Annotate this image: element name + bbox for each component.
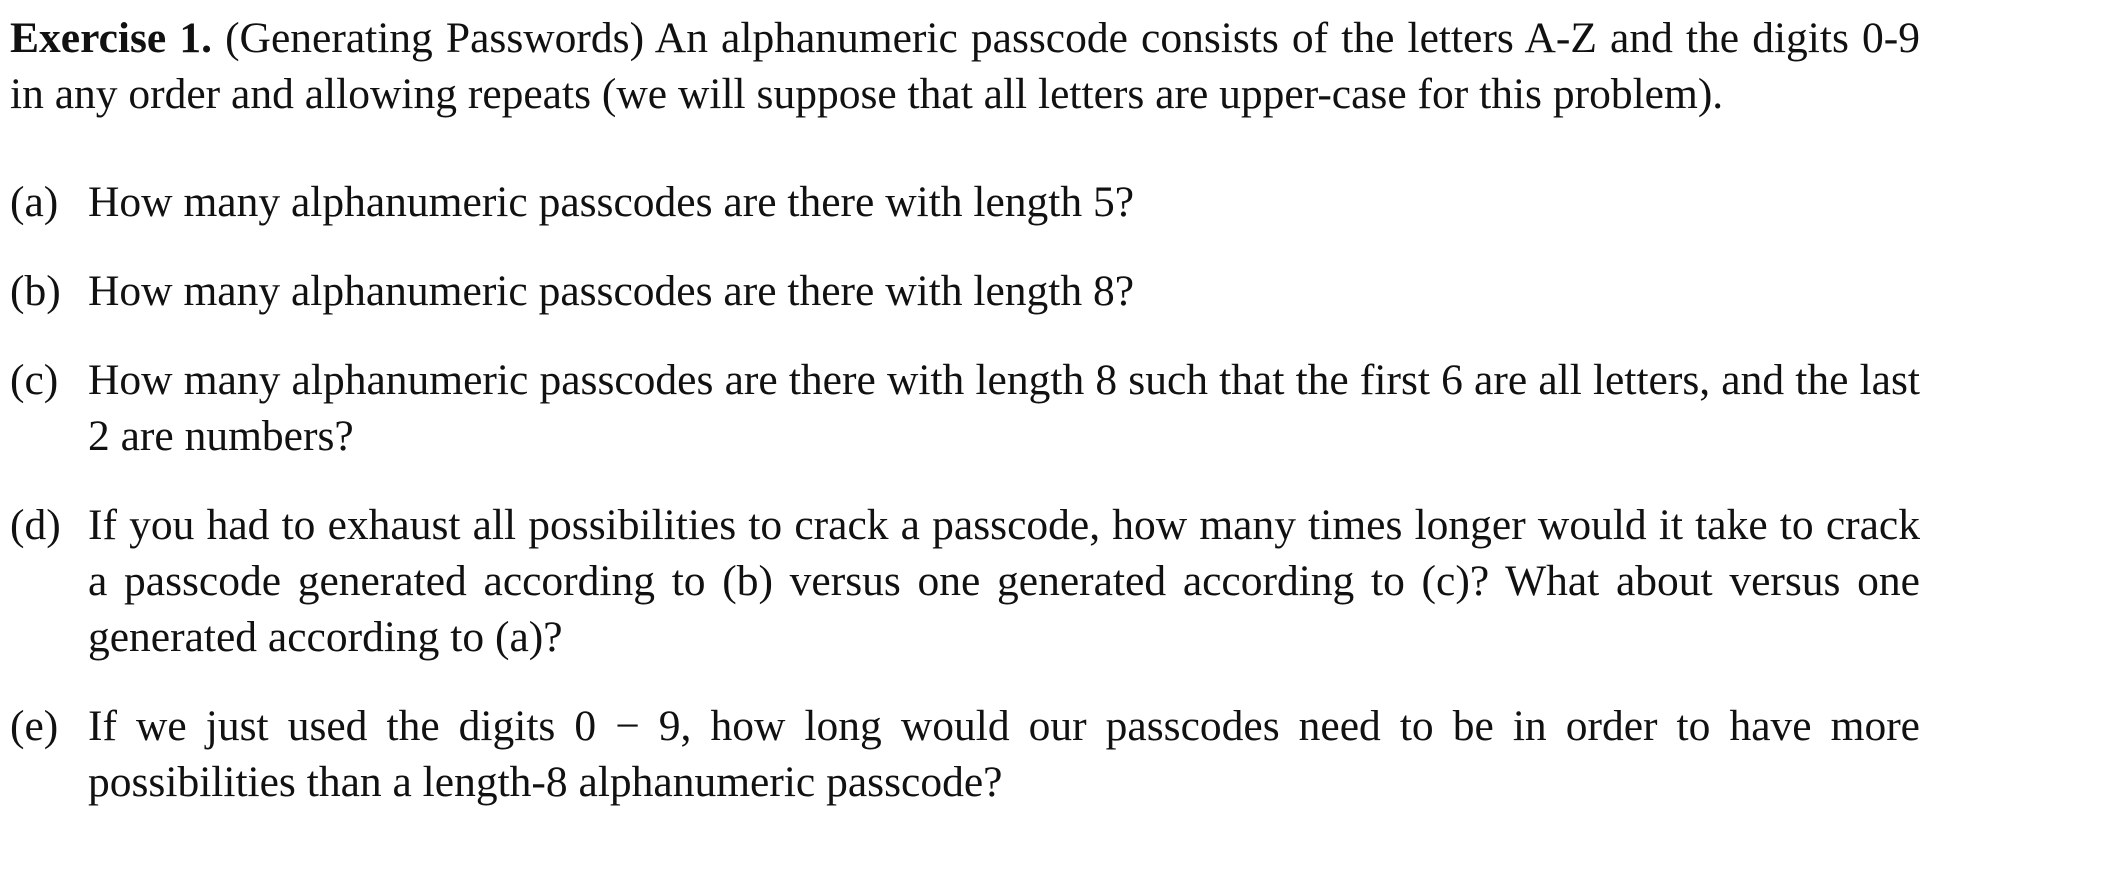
exercise-part-d bbox=[10, 497, 1920, 665]
exercise-part-a bbox=[10, 174, 1920, 230]
part-label: (a) bbox=[10, 178, 59, 226]
exercise-document bbox=[10, 0, 1920, 843]
part-label: (b) bbox=[10, 267, 61, 315]
exercise-label: Exercise 1. bbox=[10, 14, 212, 62]
part-label: (c) bbox=[10, 356, 59, 404]
part-text: If you had to exhaust all possibilities to crack a passcode, how many times longer would it take to crack a passcode generated according to (b) versus one generated according to (c)? What about versus one generated according to (a)? bbox=[88, 501, 1920, 661]
part-text: How many alphanumeric passcodes are there with length 8? bbox=[88, 267, 1135, 315]
part-label: (e) bbox=[10, 702, 59, 750]
part-label: (d) bbox=[10, 501, 61, 549]
exercise-part-b bbox=[10, 263, 1920, 319]
exercise-intro bbox=[10, 10, 1920, 122]
part-text: How many alphanumeric passcodes are there with length 5? bbox=[88, 178, 1135, 226]
exercise-parts-list bbox=[10, 174, 1920, 810]
exercise-intro-text: (Generating Passwords) An alphanumeric passcode consists of the letters A-Z and the digits 0-9 in any order and allowing repeats (we will suppose that all letters are upper-case for this problem). bbox=[10, 14, 1920, 118]
part-text: If we just used the digits 0 − 9, how long would our passcodes need to be in order to have more possibilities than a length-8 alphanumeric passcode? bbox=[88, 702, 1920, 806]
part-text: How many alphanumeric passcodes are there with length 8 such that the first 6 are all letters, and the last 2 are numbers? bbox=[88, 356, 1920, 460]
exercise-part-e bbox=[10, 698, 1920, 810]
exercise-part-c bbox=[10, 352, 1920, 464]
